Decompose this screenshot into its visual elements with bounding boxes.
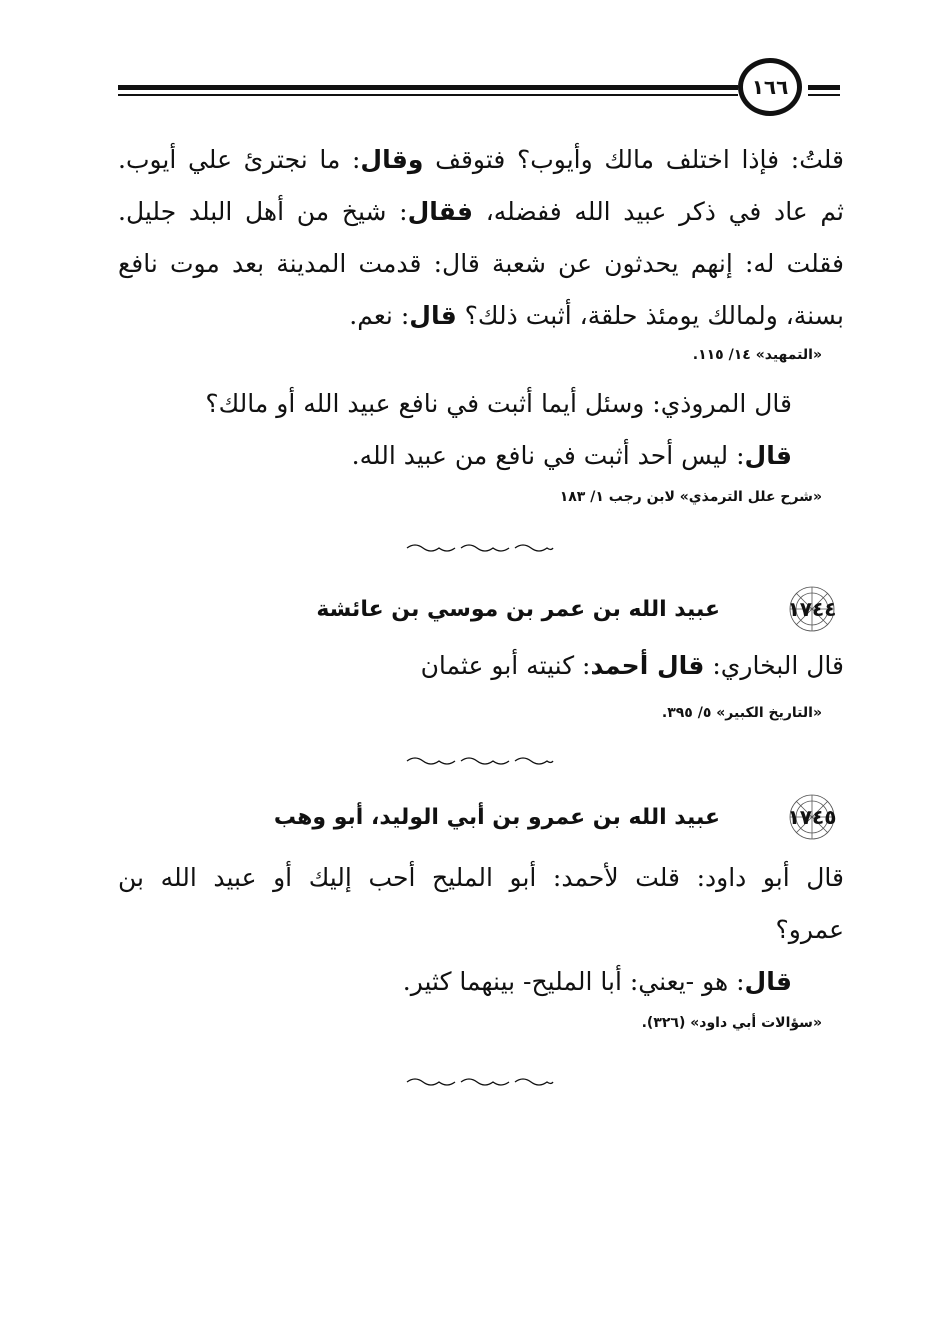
citation: «التمهيد» ١٤/ ١١٥. bbox=[692, 347, 822, 363]
header-rule-right-thin bbox=[808, 94, 840, 96]
entry-number-badge bbox=[780, 792, 844, 842]
entry-heading: عبيد الله بن عمر بن موسي بن عائشة bbox=[316, 597, 720, 622]
header-rule-right bbox=[808, 85, 840, 90]
text-line: عمرو؟ bbox=[775, 915, 844, 944]
text-line: ثم عاد في ذكر عبيد الله ففضله، فقال: شيخ من أهل البلد جليل. bbox=[118, 197, 844, 226]
citation: «شرح علل الترمذي» لابن رجب ١/ ١٨٣ bbox=[559, 489, 822, 505]
ornament-separator bbox=[405, 755, 555, 767]
text-line: قال: ليس أحد أثبت في نافع من عبيد الله. bbox=[351, 441, 792, 470]
page-number-badge bbox=[738, 58, 802, 116]
ornament-separator bbox=[405, 542, 555, 554]
header-rule-thin bbox=[118, 94, 738, 96]
entry-number-badge bbox=[780, 584, 844, 634]
text-line: قال البخاري: قال أحمد: كنيته أبو عثمان bbox=[420, 651, 844, 680]
ornament-separator bbox=[405, 1076, 555, 1088]
text-line: قلتُ: فإذا اختلف مالك وأيوب؟ فتوقف وقال: ما نجترئ علي أيوب. bbox=[118, 145, 844, 174]
text-line: قال أبو داود: قلت لأحمد: أبو المليح أحب إليك أو عبيد الله بن bbox=[118, 863, 844, 892]
citation: «سؤالات أبي داود» (٣٢٦). bbox=[641, 1015, 822, 1031]
page-header bbox=[0, 0, 940, 130]
text-line: فقلت له: إنهم يحدثون عن شعبة قال: قدمت المدينة بعد موت نافع bbox=[118, 249, 844, 278]
entry-heading: عبيد الله بن عمرو بن أبي الوليد، أبو وهب bbox=[273, 805, 720, 830]
page-number: ١٦٦ bbox=[751, 75, 789, 99]
citation: «التاريخ الكبير» ٥/ ٣٩٥. bbox=[661, 705, 822, 721]
entry-number: ١٧٤٤ bbox=[787, 597, 837, 621]
entry-number: ١٧٤٥ bbox=[787, 805, 837, 829]
text-line: بسنة، ولمالك يومئذ حلقة، أثبت ذلك؟ قال: نعم. bbox=[349, 301, 844, 330]
header-rule bbox=[118, 85, 738, 90]
text-line: قال: هو -يعني: أبا المليح- بينهما كثير. bbox=[402, 967, 792, 996]
text-line: قال المروذي: وسئل أيما أثبت في نافع عبيد الله أو مالك؟ bbox=[205, 389, 792, 418]
